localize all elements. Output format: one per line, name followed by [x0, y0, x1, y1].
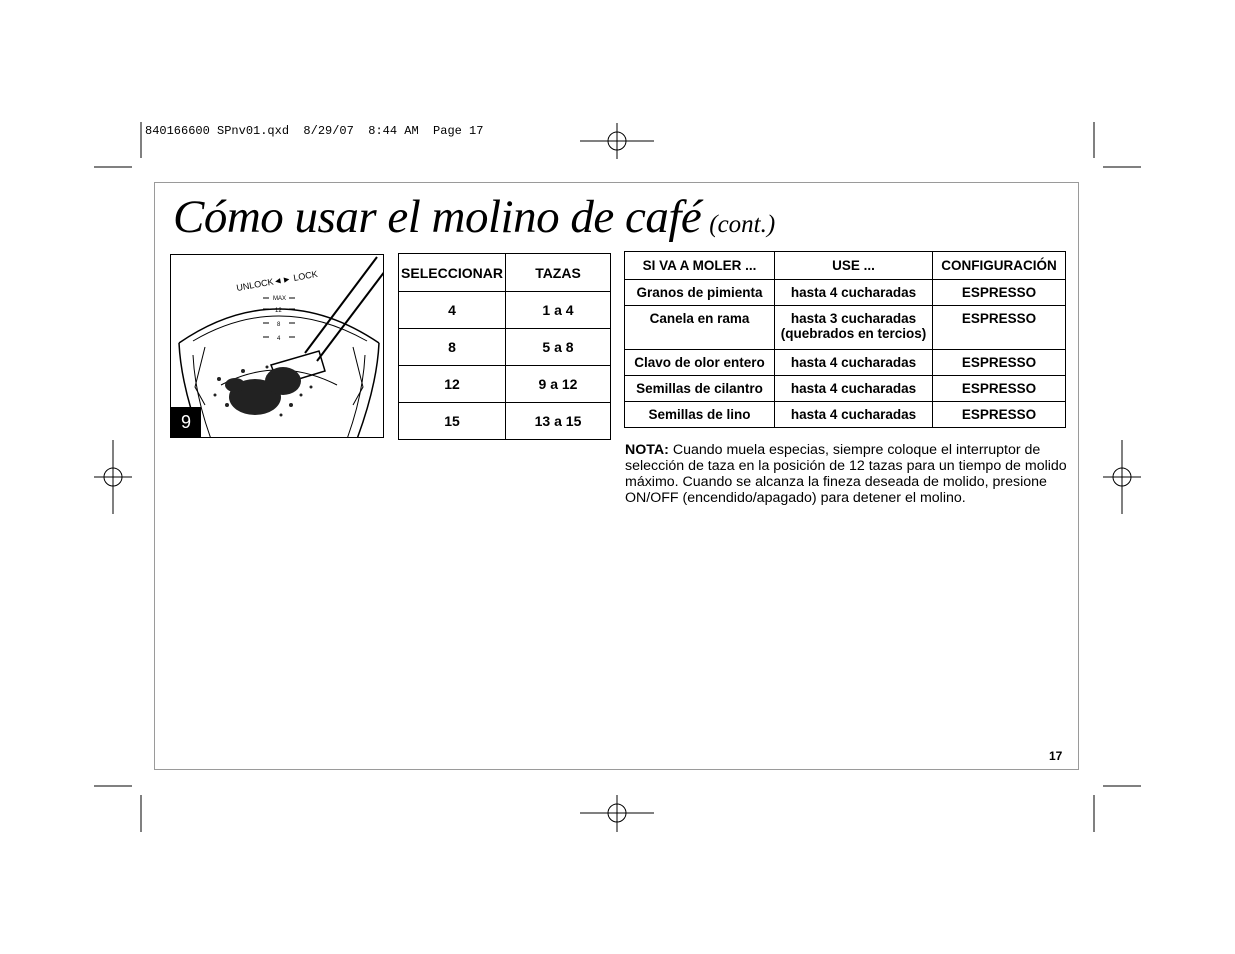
title-main: Cómo usar el molino de café	[173, 191, 702, 243]
table-cell: Clavo de olor entero	[625, 350, 775, 376]
table-cell: 1 a 4	[506, 292, 611, 329]
header-configuracion: CONFIGURACIÓN	[933, 252, 1066, 280]
grinder-illustration	[170, 254, 384, 438]
table-cell: ESPRESSO	[933, 280, 1066, 306]
note-label: NOTA:	[625, 442, 669, 458]
table-row	[625, 402, 1066, 428]
table-cell: 13 a 15	[534, 413, 582, 429]
table-row	[625, 350, 1066, 376]
table-row	[625, 306, 1066, 350]
table-cell: Semillas de cilantro	[625, 376, 775, 402]
table-cell: hasta 4 cucharadas	[775, 402, 933, 428]
cups-table	[398, 253, 611, 440]
mark-4: 4	[277, 336, 281, 342]
table-cell: ESPRESSO	[933, 306, 1066, 350]
step-number-badge: 9	[171, 407, 201, 437]
table-cell-line: (quebrados en tercios)	[780, 326, 927, 341]
table-cell: hasta 4 cucharadas	[775, 376, 933, 402]
table-cell: hasta 4 cucharadas	[775, 280, 933, 306]
mark-8: 8	[277, 322, 281, 328]
table-cell: Granos de pimienta	[625, 280, 775, 306]
table-cell: Semillas de lino	[625, 402, 775, 428]
table-row	[399, 329, 611, 366]
table-row	[625, 280, 1066, 306]
max-label: MAX	[273, 296, 287, 302]
ground-coffee	[214, 366, 313, 417]
table-cell: 15	[399, 403, 506, 440]
table-header-row	[399, 254, 611, 292]
table-row	[625, 376, 1066, 402]
table-cell: 9 a 12	[506, 366, 611, 403]
table-cell: 5 a 8	[506, 329, 611, 366]
table-cell: Canela en rama	[625, 306, 775, 350]
mark-12: 12	[275, 308, 282, 314]
header-tazas: TAZAS	[506, 254, 611, 292]
grinder-cup-drawing	[171, 255, 384, 438]
note-text: Cuando muela especias, siempre coloque el interruptor de selección de taza en la posición de 12 tazas para un tiempo de molido máximo. Cuando se alcanza la fineza deseada de molido, presione ON/OFF (encendido/apagado) para detener el molino.	[625, 442, 1067, 506]
table-cell: 12	[399, 366, 506, 403]
table-row	[399, 292, 611, 329]
spice-table	[624, 251, 1066, 428]
table-cell: hasta 4 cucharadas	[775, 350, 933, 376]
table-cell: ESPRESSO	[933, 402, 1066, 428]
title-cont: (cont.)	[709, 211, 776, 238]
table-cell: 4	[399, 292, 506, 329]
page-title	[173, 190, 775, 244]
header-si-va-a-moler: SI VA A MOLER ...	[625, 252, 775, 280]
table-row	[399, 366, 611, 403]
page-number: 17	[1049, 749, 1063, 763]
table-header-row	[625, 252, 1066, 280]
print-slug: 840166600 SPnv01.qxd 8/29/07 8:44 AM Page 17	[145, 124, 484, 138]
table-row	[399, 403, 611, 440]
table-cell: 8	[399, 329, 506, 366]
note-paragraph	[625, 442, 1070, 506]
header-use: USE ...	[775, 252, 933, 280]
table-cell: ESPRESSO	[933, 350, 1066, 376]
table-cell	[775, 306, 933, 350]
header-seleccionar: SELECCIONAR	[399, 254, 506, 292]
table-cell-line: hasta 3 cucharadas	[790, 311, 917, 326]
table-cell: ESPRESSO	[933, 376, 1066, 402]
lock-label: UNLOCK◄► LOCK	[235, 268, 319, 293]
